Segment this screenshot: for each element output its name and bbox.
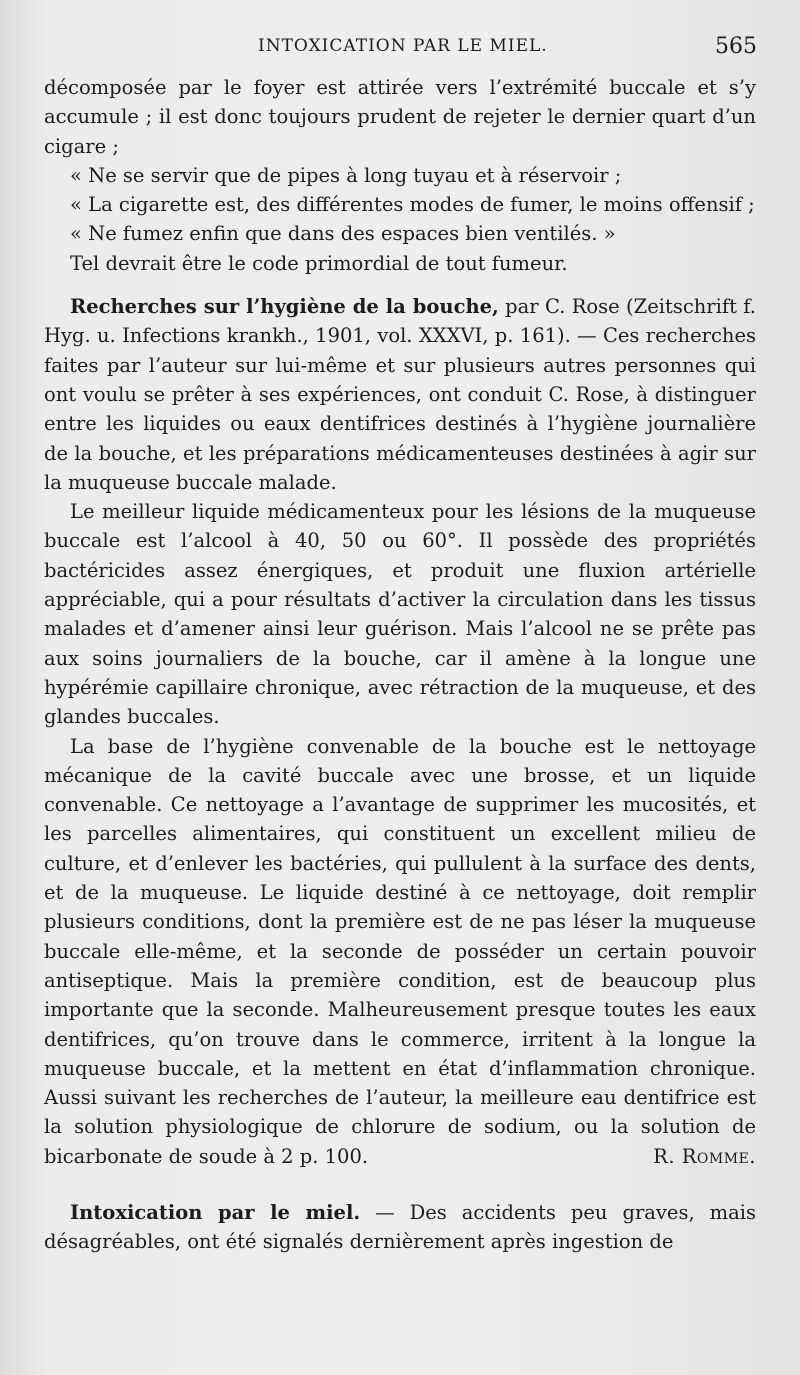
running-head bbox=[0, 36, 800, 64]
article-byline: par C. Rose (Zeitschrift f. Hyg. u. Infections krankh., 1901, vol. XXXVI, p. 161). — bbox=[44, 295, 756, 348]
continuation-paragraph: décomposée par le foyer est attirée vers l’extrémité buccale et s’y accumule ; il est donc toujours prudent de rejeter le dernier quart d’un cigare ; bbox=[44, 76, 756, 158]
quote-line: « La cigarette est, des différentes modes de fumer, le moins offensif ; bbox=[70, 193, 755, 217]
article-text: — Des accidents peu graves, mais désagréables, ont été signalés dernièrement après ingestion de bbox=[44, 1200, 756, 1254]
article-title: Recherches sur l’hygiène de la bouche, bbox=[70, 295, 499, 319]
quote-line: « Ne se servir que de pipes à long tuyau et à réservoir ; bbox=[70, 163, 622, 187]
article-paragraph bbox=[44, 292, 756, 497]
closing-line: Tel devrait être le code primordial de tout fumeur. bbox=[70, 251, 568, 275]
article-paragraph bbox=[44, 1198, 756, 1257]
quote-line: « Ne fumez enfin que dans des espaces bien ventilés. » bbox=[70, 222, 616, 246]
author-signature: R. Romme. bbox=[653, 1144, 756, 1168]
page-number: 565 bbox=[715, 34, 757, 59]
article-text: La base de l’hygiène convenable de la bouche est le nettoyage mécanique de la cavité buccale avec une brosse, et un liquide convenable. Ce nettoyage a l’avantage de supprimer les mucosités, et les parcelles alimentaires, qui constituent un excellent milieu de culture, et d’enlever les bactéries, qui pullulent à la surface des dents, et de la muqueuse. Le liquide destiné à ce nettoyage, doit remplir plusieurs conditions, dont la première est de ne pas léser la muqueuse buccale elle-même, et la seconde de posséder un certain pouvoir antiseptique. Mais la première condition, est de beaucoup plus importante que la seconde. Malheureusement presque toutes les eaux dentifrices, qu’on trouve dans le commerce, irritent à la longue la muqueuse buccale, et la mettent en état d’inflammation chronique. Aussi suivant les recherches de l’auteur, la meilleure eau dentifrice est la solution physiologique de chlorure de sodium, ou la solution de bicarbonate de soude à 2 p. 100. bbox=[44, 734, 756, 1168]
article-paragraph bbox=[44, 732, 756, 1171]
running-title: INTOXICATION PAR LE MIEL. bbox=[258, 36, 548, 56]
article-text: Ces recherches faites par l’auteur sur lui-même et sur plusieurs autres personnes qui ont voulu se prêter à ses expériences, ont conduit C. Rose, à distinguer entre les liquides ou eaux dentifrices destinés à l’hygiène journalière de la bouche, et les préparations médicamenteuses destinées à agir sur la muqueuse buccale malade. bbox=[44, 324, 756, 494]
article-title: Intoxication par le miel. bbox=[70, 1200, 361, 1224]
article-paragraph: Le meilleur liquide médicamenteux pour les lésions de la muqueuse buccale est l’alcool à 40, 50 ou 60°. Il possède des propriétés bactéricides assez énergiques, et produit une fluxion artérielle appréciable, qui a pour résultats d’activer la circulation dans les tissus malades et d’amener ainsi leur guérison. Mais l’alcool ne se prête pas aux soins journaliers de la bouche, car il amène à la longue une hypérémie capillaire chronique, avec rétraction de la muqueuse, et des glandes buccales. bbox=[44, 500, 756, 729]
body-text bbox=[44, 73, 756, 1257]
